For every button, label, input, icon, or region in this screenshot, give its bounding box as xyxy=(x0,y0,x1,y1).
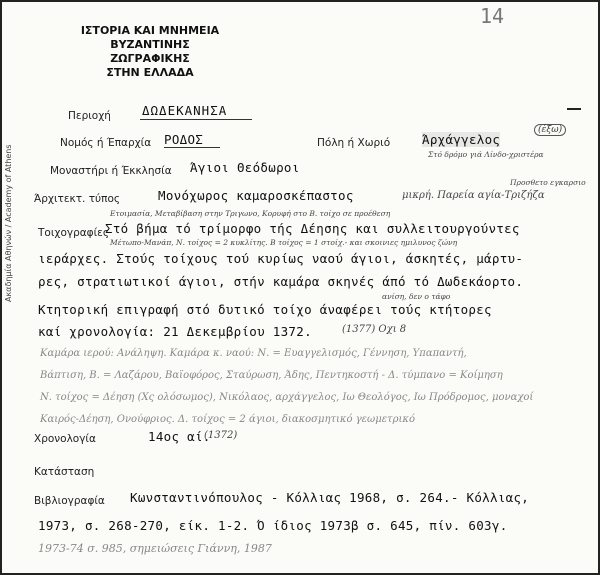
header-line-3: ΣΤΗΝ ΕΛΛΑΔΑ xyxy=(106,66,194,79)
inscription-line-1: Κτητορική επιγραφή στό δυτικό τοίχο άναφέρει τούς κτήτορες xyxy=(38,302,492,317)
arch-type-value: Μονόχωρος καμαροσκέπαστος xyxy=(158,188,354,203)
bibliography-line-1: Κωνσταντινόπουλος - Κόλλιας 1968, σ. 264.- Κόλλιας, xyxy=(130,490,530,505)
prefecture-underline xyxy=(164,147,220,148)
town-label: Πόλη ή Χωριό xyxy=(317,137,391,149)
header-line-1: ΙΣΤΟΡΙΑ ΚΑΙ ΜΝΗΜΕΙΑ xyxy=(80,24,220,37)
arch-type-handwritten: μικρή. Παρεία αγία-Τριζήζα xyxy=(402,190,545,201)
frescoes-line-2: ιεράρχες. Στούς τοίχους τού κυρίως ναού άγιοι, άσκητές, μάρτυ- xyxy=(38,251,524,266)
prefecture-label: Νομός ή Έπαρχία xyxy=(60,137,152,149)
frescoes-label: Τοιχογραφίες xyxy=(38,227,109,239)
prefecture-value: ΡΟΔΟΣ xyxy=(164,132,204,147)
handwritten-note-4: Καιρός-Δέηση, Ονούφριος. Δ. τοίχος = 2 άγιοι, διακοσμητικό γεωμετρικό xyxy=(40,414,415,425)
frescoes-handwritten-1: Ετοιμασία, Μεταβίβαση στην Τριγωνο, Κορυφή στο Β. τοίχο σε προέθεση xyxy=(110,209,391,218)
town-handwritten: Στό δρόμο γιά Λίνδο-χριστέρα xyxy=(428,150,544,159)
monastery-label: Μοναστήρι ή Έκκλησία xyxy=(50,165,172,177)
town-value: Άρχάγγελος xyxy=(422,132,501,147)
handwritten-note-3: Ν. τοίχος = Δέηση (Χς ολόσωμος), Νικόλαος, αρχάγγελος, Ιω Θεολόγος, Ιω Πρόδρομος, μοναχοί xyxy=(40,392,534,403)
condition-label: Κατάσταση xyxy=(34,466,95,478)
archive-side-label: Ακαδημία Αθηνών / Academy of Athens xyxy=(4,144,13,302)
inscription-line-2: καί χρονολογία: 21 Δεκεμβρίου 1372. xyxy=(38,324,312,339)
monastery-value: Άγιοι Θεόδωροι xyxy=(190,160,300,175)
arch-type-label: Άρχιτεκτ. τύπος xyxy=(34,193,121,205)
bibliography-handwritten: 1973-74 σ. 985, σημειώσεις Γιάννη, 1987 xyxy=(38,542,272,555)
handwritten-note-1: Καμάρα ιερού: Ανάληψη. Καμάρα κ. ναού: Ν. = Ευαγγελισμός, Γέννηση, Υπαπαντή, xyxy=(40,348,467,359)
date-value: 14ος αί. xyxy=(148,429,211,444)
arch-type-handwritten-above: Προσθετο εγκαρσιο xyxy=(510,178,586,187)
inscription-handwritten-above: ανίση, δεν ο τάφο xyxy=(382,292,451,301)
region-label: Περιοχή xyxy=(68,110,111,122)
region-value: ΔΩΔΕΚΑΝΗΣΑ xyxy=(142,103,228,118)
card-header xyxy=(76,24,224,80)
region-underline xyxy=(140,119,252,120)
bibliography-line-2: 1973, σ. 268-270, είκ. 1-2. Ό ίδιος 1973β σ. 645, πίν. 603γ. xyxy=(38,518,508,533)
inscription-handwritten: (1377) Οχι 8 xyxy=(342,324,407,335)
frescoes-handwritten-2: Μέτωπο-Μανάπ, Ν. τοίχος = 2 κυκλίτης. Β τοίχος = 1 στοίχ.- και σκοινιες ημιλυνος ζώνη xyxy=(110,238,458,247)
date-label: Χρονολογία xyxy=(34,433,96,445)
card-number: 14 xyxy=(480,4,505,28)
date-handwritten: (1372) xyxy=(204,430,238,441)
frescoes-line-3: ρες, στρατιωτικοί άγιοι, στήν καμάρα σκηνές άπό τό Δωδεκάορτο. xyxy=(38,274,524,289)
frescoes-line-1: Στό βήμα τό τρίμορφο τής Δέησης και συλλειτουργούντες xyxy=(105,221,520,236)
town-note: (έξω) xyxy=(534,124,566,136)
tick-mark xyxy=(567,108,581,110)
bibliography-label: Βιβλιογραφία xyxy=(34,495,105,507)
handwritten-note-2: Βάπτιση, Β. = Λαζάρου, Βαϊοφόρος, Σταύρωση, Άδης, Πεντηκοστή - Δ. τύμπανο = Κοίμηση xyxy=(40,370,503,381)
header-line-2: ΒΥΖΑΝΤΙΝΗΣ ΖΩΓΡΑΦΙΚΗΣ xyxy=(110,38,190,65)
